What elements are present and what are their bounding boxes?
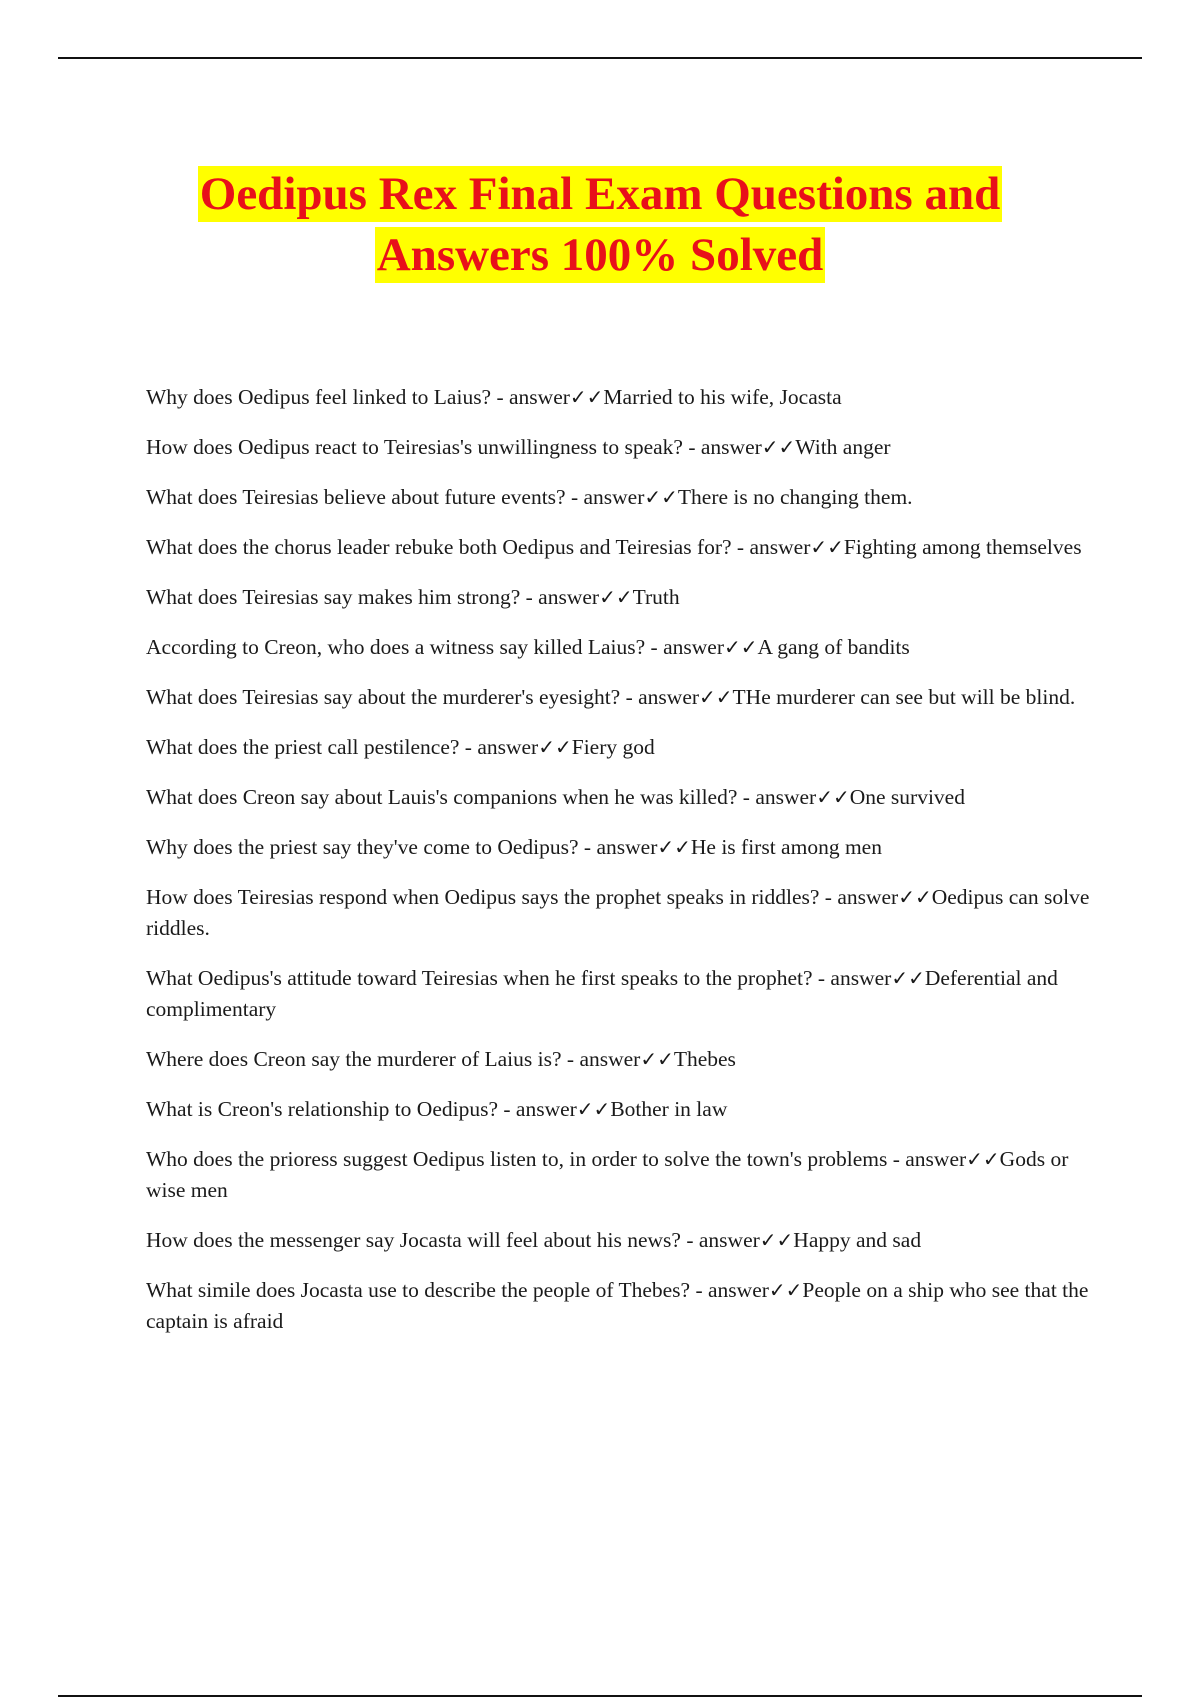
qa-item bbox=[146, 1225, 1096, 1256]
double-check-icon: ✓✓ bbox=[761, 435, 796, 459]
answer-marker: answer bbox=[749, 535, 811, 559]
answer-text: Deferential and complimentary bbox=[146, 966, 1058, 1021]
answer-text: With anger bbox=[795, 435, 891, 459]
double-check-icon: ✓✓ bbox=[898, 885, 932, 909]
answer-text: There is no changing them. bbox=[677, 485, 913, 509]
answer-marker: answer bbox=[638, 685, 700, 709]
answer-text: A gang of bandits bbox=[757, 635, 910, 659]
qa-item bbox=[146, 1044, 1096, 1075]
answer-text: People on a ship who see that the captain is afraid bbox=[146, 1278, 1089, 1333]
answer-marker: answer bbox=[596, 835, 658, 859]
qa-item bbox=[146, 732, 1096, 763]
question-text: How does Oedipus react to Teiresias's unwillingness to speak? - bbox=[146, 435, 701, 459]
double-check-icon: ✓✓ bbox=[657, 835, 691, 859]
top-rule bbox=[58, 57, 1142, 59]
double-check-icon: ✓✓ bbox=[810, 535, 844, 559]
answer-marker: answer bbox=[583, 485, 645, 509]
question-text: What does Teiresias say makes him strong? - bbox=[146, 585, 539, 609]
question-text: What Oedipus's attitude toward Teiresias when he first speaks to the prophet? - bbox=[146, 966, 831, 990]
answer-marker: answer bbox=[698, 1228, 760, 1252]
answer-marker: answer bbox=[837, 885, 899, 909]
question-text: What is Creon's relationship to Oedipus? - bbox=[146, 1097, 516, 1121]
answer-marker: answer bbox=[830, 966, 892, 990]
qa-item bbox=[146, 682, 1096, 713]
answer-text: He is first among men bbox=[690, 835, 882, 859]
answer-marker: answer bbox=[708, 1278, 769, 1302]
qa-item bbox=[146, 1275, 1096, 1337]
answer-text: Fighting among themselves bbox=[843, 535, 1082, 559]
answer-marker: answer bbox=[700, 435, 762, 459]
qa-item bbox=[146, 382, 1096, 413]
title-line-2: Answers 100% Solved bbox=[376, 229, 824, 281]
document-title bbox=[0, 166, 1200, 288]
qa-item bbox=[146, 1144, 1096, 1206]
double-check-icon: ✓✓ bbox=[816, 785, 850, 809]
answer-text: Married to his wife, Jocasta bbox=[603, 385, 842, 409]
double-check-icon: ✓✓ bbox=[966, 1147, 1000, 1171]
double-check-icon: ✓✓ bbox=[599, 585, 633, 609]
qa-item bbox=[146, 782, 1096, 813]
answer-text: Thebes bbox=[673, 1047, 736, 1071]
double-check-icon: ✓✓ bbox=[640, 1047, 674, 1071]
qa-item bbox=[146, 432, 1096, 463]
qa-item bbox=[146, 963, 1096, 1025]
answer-text: Bother in law bbox=[610, 1097, 728, 1121]
question-text: Where does Creon say the murderer of Laius is? - bbox=[146, 1047, 580, 1071]
qa-item bbox=[146, 632, 1096, 663]
double-check-icon: ✓✓ bbox=[759, 1228, 794, 1252]
answer-marker: answer bbox=[477, 735, 539, 759]
answer-marker: answer bbox=[755, 785, 817, 809]
qa-item bbox=[146, 832, 1096, 863]
qa-item bbox=[146, 1094, 1096, 1125]
question-text: How does Teiresias respond when Oedipus says the prophet speaks in riddles? - bbox=[146, 885, 838, 909]
double-check-icon: ✓✓ bbox=[576, 1097, 611, 1121]
qa-item bbox=[146, 482, 1096, 513]
qa-item bbox=[146, 582, 1096, 613]
answer-text: Gods or wise men bbox=[146, 1147, 1069, 1202]
question-text: How does the messenger say Jocasta will feel about his news? - bbox=[146, 1228, 699, 1252]
question-text: According to Creon, who does a witness say killed Laius? - bbox=[146, 635, 664, 659]
answer-marker: answer bbox=[515, 1097, 577, 1121]
bottom-rule bbox=[58, 1695, 1142, 1697]
question-answer-list bbox=[146, 382, 1096, 1356]
title-line-1: Oedipus Rex Final Exam Questions and bbox=[199, 168, 1001, 220]
double-check-icon: ✓✓ bbox=[699, 685, 733, 709]
qa-item bbox=[146, 882, 1096, 944]
answer-text: Fiery god bbox=[571, 735, 655, 759]
question-text: What does Teiresias say about the murderer's eyesight? - bbox=[146, 685, 639, 709]
answer-text: Happy and sad bbox=[793, 1228, 922, 1252]
question-text: Why does Oedipus feel linked to Laius? - bbox=[146, 385, 510, 409]
answer-text: One survived bbox=[849, 785, 965, 809]
double-check-icon: ✓✓ bbox=[569, 385, 604, 409]
question-text: What does the priest call pestilence? - bbox=[146, 735, 478, 759]
qa-item bbox=[146, 532, 1096, 563]
question-text: What does Creon say about Lauis's companions when he was killed? - bbox=[146, 785, 756, 809]
question-text: What simile does Jocasta use to describe the people of Thebes? - bbox=[146, 1278, 709, 1302]
answer-marker: answer bbox=[663, 635, 724, 659]
question-text: What does Teiresias believe about future events? - bbox=[146, 485, 584, 509]
question-text: Why does the priest say they've come to Oedipus? - bbox=[146, 835, 597, 859]
double-check-icon: ✓✓ bbox=[891, 966, 925, 990]
answer-marker: answer bbox=[579, 1047, 641, 1071]
answer-text: Truth bbox=[632, 585, 680, 609]
answer-marker: answer bbox=[509, 385, 570, 409]
double-check-icon: ✓✓ bbox=[768, 1278, 803, 1302]
answer-marker: answer bbox=[905, 1147, 967, 1171]
question-text: Who does the prioress suggest Oedipus listen to, in order to solve the town's problems - bbox=[146, 1147, 906, 1171]
double-check-icon: ✓✓ bbox=[723, 635, 758, 659]
double-check-icon: ✓✓ bbox=[644, 485, 678, 509]
answer-text: THe murderer can see but will be blind. bbox=[732, 685, 1076, 709]
question-text: What does the chorus leader rebuke both Oedipus and Teiresias for? - bbox=[146, 535, 750, 559]
double-check-icon: ✓✓ bbox=[538, 735, 572, 759]
answer-marker: answer bbox=[538, 585, 600, 609]
answer-text: Oedipus can solve riddles. bbox=[146, 885, 1090, 940]
